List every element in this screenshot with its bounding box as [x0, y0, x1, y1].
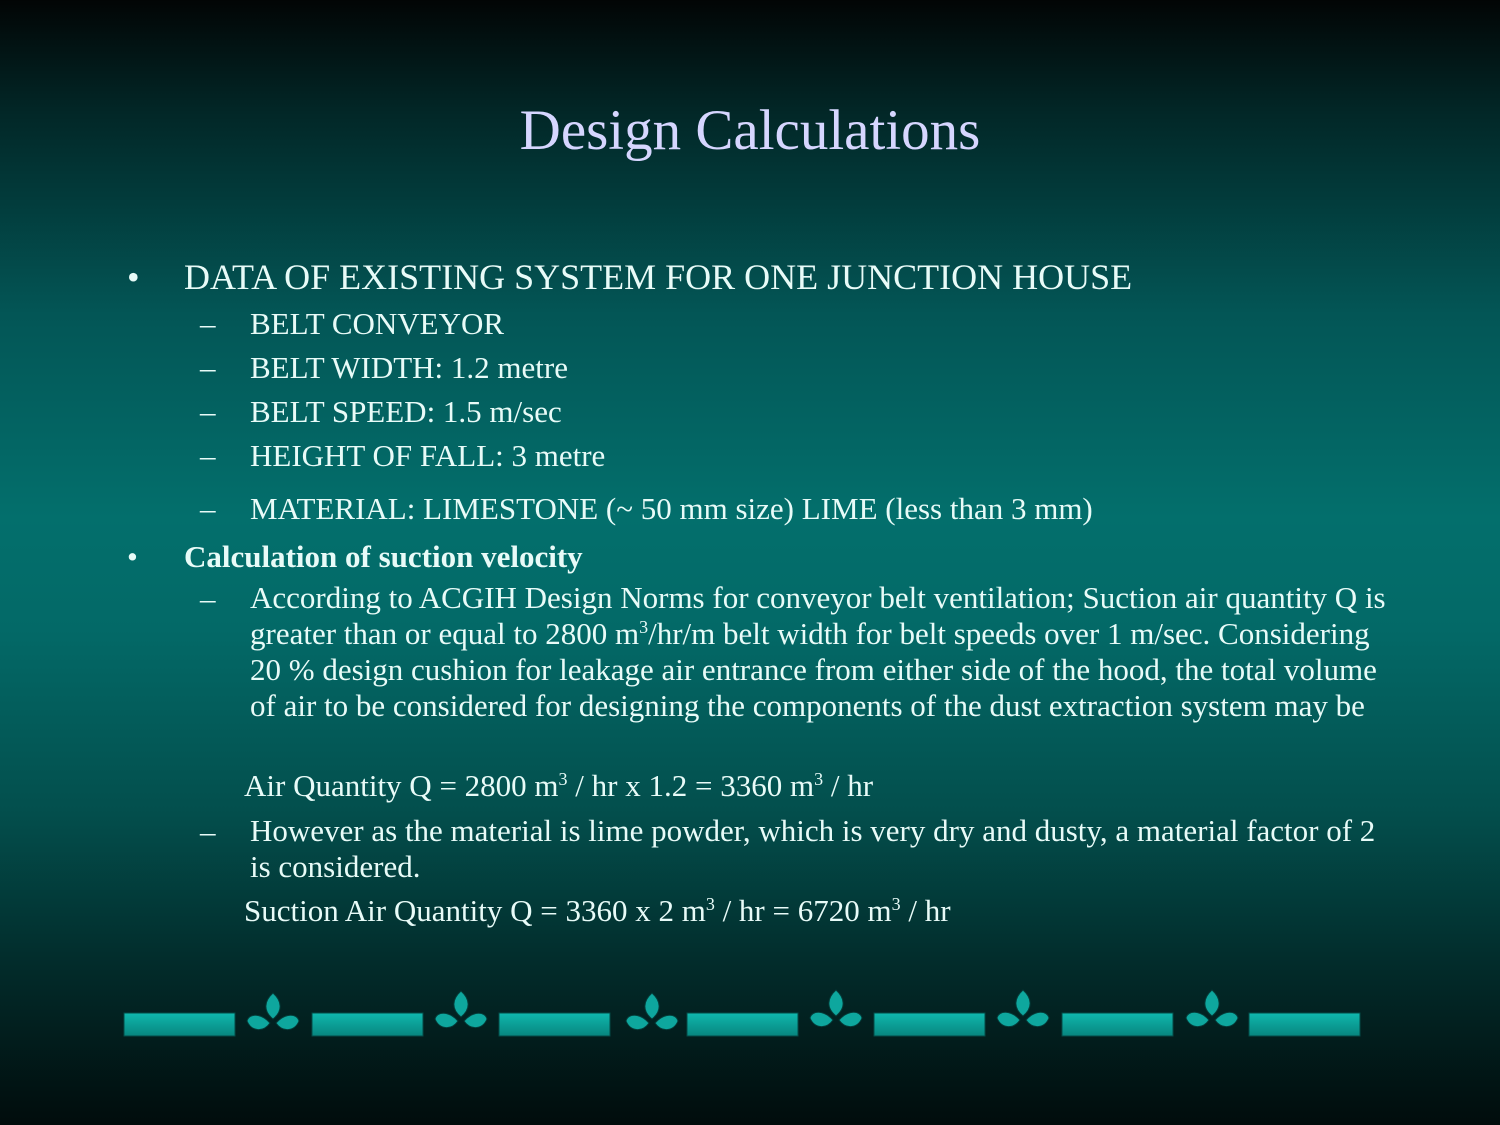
- leaf-icon: [997, 990, 1049, 1027]
- superscript: 3: [639, 617, 649, 637]
- footer-bar: [124, 1013, 235, 1036]
- dash-marker: –: [200, 438, 216, 473]
- leaf-icon: [1186, 990, 1238, 1027]
- dash-marker: –: [200, 394, 216, 429]
- formula-text: Suction Air Quantity Q = 3360 x 2 m: [244, 893, 706, 928]
- paragraph-acgih: [250, 580, 1390, 724]
- slide-title: Design Calculations: [519, 99, 981, 162]
- section2-heading: Calculation of suction velocity: [184, 539, 583, 574]
- paragraph-material-factor: However as the material is lime powder, which is very dry and dusty, a material factor of 2 is considered.: [250, 813, 1376, 884]
- item-height-of-fall: HEIGHT OF FALL: 3 metre: [250, 438, 606, 473]
- footer-bar: [499, 1013, 610, 1036]
- formula-text: Air Quantity Q = 2800 m: [244, 768, 559, 803]
- formula-text: / hr: [900, 893, 951, 928]
- dash-marker: –: [200, 814, 216, 849]
- formula-air-quantity: [244, 768, 873, 804]
- superscript: 3: [705, 894, 715, 914]
- formula-suction-air-quantity: [244, 893, 951, 929]
- bullet-marker: •: [127, 539, 138, 574]
- item-belt-conveyor: BELT CONVEYOR: [250, 306, 505, 341]
- dash-marker: –: [200, 581, 216, 616]
- formula-text: / hr x 1.2 = 3360 m: [567, 768, 815, 803]
- footer-bar: [1249, 1013, 1360, 1036]
- dash-marker: –: [200, 491, 216, 526]
- superscript: 3: [814, 769, 824, 789]
- footer-bar: [312, 1013, 423, 1036]
- paragraph-acgih-part2: /hr/m belt width for belt speeds over 1 m/sec. Considering 20 % design cushion for leakage air entrance from either side of the hood, the total volume of air to be considered for designing the components of the dust extraction system may be: [250, 616, 1377, 723]
- leaf-icon: [810, 990, 862, 1027]
- footer-bars: [124, 1013, 1360, 1036]
- leaf-icon: [247, 993, 299, 1030]
- item-belt-speed: BELT SPEED: 1.5 m/sec: [250, 394, 562, 429]
- formula-text: / hr: [823, 768, 874, 803]
- superscript: 3: [558, 769, 568, 789]
- item-material: MATERIAL: LIMESTONE (~ 50 mm size) LIME (less than 3 mm): [250, 491, 1093, 526]
- leaf-icon: [626, 993, 678, 1030]
- footer-bar: [1062, 1013, 1173, 1036]
- item-belt-width: BELT WIDTH: 1.2 metre: [250, 350, 568, 385]
- paragraph-acgih-part1: According to ACGIH Design Norms for conveyor belt ventilation; Suction air quantity Q is greater than or equal to 2800 m: [250, 580, 1386, 651]
- formula-text: / hr = 6720 m: [714, 893, 892, 928]
- leaf-icon: [435, 991, 487, 1028]
- superscript: 3: [891, 894, 901, 914]
- section1-heading: DATA OF EXISTING SYSTEM FOR ONE JUNCTION HOUSE: [184, 257, 1133, 297]
- dash-marker: –: [200, 306, 216, 341]
- dash-marker: –: [200, 350, 216, 385]
- decorative-footer-border: [0, 985, 1500, 1045]
- bullet-marker: •: [127, 257, 140, 297]
- footer-bar: [874, 1013, 985, 1036]
- footer-bar: [687, 1013, 798, 1036]
